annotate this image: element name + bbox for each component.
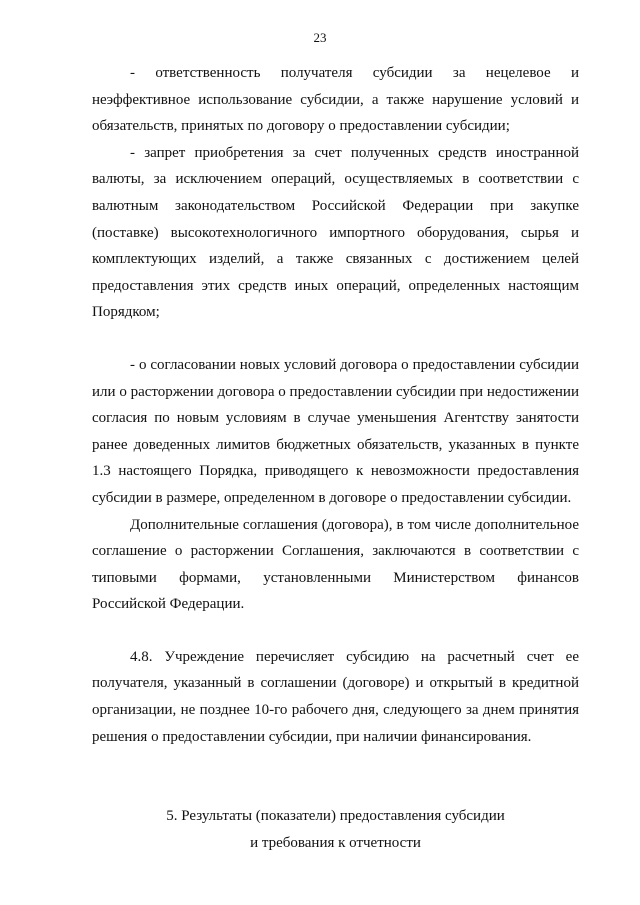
section-heading-line-2: и требования к отчетности: [250, 835, 421, 852]
paragraph-additional-agreements: Дополнительные соглашения (договора), в том числе дополнительное соглашение о расторжении Соглашения, заключаются в соответствии с типовыми формами, установленными Министерством финансов Российской Федерации.: [92, 516, 579, 613]
page-number: 23: [313, 30, 327, 45]
paragraph-gap: [92, 618, 579, 644]
section-gap: [92, 750, 579, 803]
paragraph-clause-4-8: 4.8. Учреждение перечисляет субсидию на расчетный счет ее получателя, указанный в соглашении (договоре) и открытый в кредитной организации, не позднее 10-го рабочего дня, следующего за днем принятия решения о предоставлении субсидии, при наличии финансирования.: [92, 648, 579, 745]
document-body: [92, 60, 579, 857]
section-heading-line-1: 5. Результаты (показатели) предоставления субсидии: [166, 808, 505, 825]
paragraph-gap: [92, 326, 579, 352]
paragraph-responsibility: - ответственность получателя субсидии за нецелевое и неэффективное использование субсидии, а также нарушение условий и обязательств, принятых по договору о предоставлении субсидии;: [92, 65, 579, 135]
paragraph-new-conditions: - о согласовании новых условий договора о предоставлении субсидии или о расторжении договора о предоставлении субсидии при недостижении согласия по новым условиям в случае уменьшения Агентству занятости ранее доведенных лимитов бюджетных обязательств, указанных в пункте 1.3 настоящего Порядка, приводящего к невозможности предоставления субсидии в размере, определенном в договоре о предоставлении субсидии.: [92, 356, 579, 506]
paragraph-currency-ban: - запрет приобретения за счет полученных средств иностранной валюты, за исключением операций, осуществляемых в соответствии с валютным законодательством Российской Федерации при закупке (поставке) высокотехнологичного импортного оборудования, сырья и комплектующих изделий, а также связанных с достижением целей предоставления этих средств иных операций, определенных настоящим Порядком;: [92, 144, 579, 321]
